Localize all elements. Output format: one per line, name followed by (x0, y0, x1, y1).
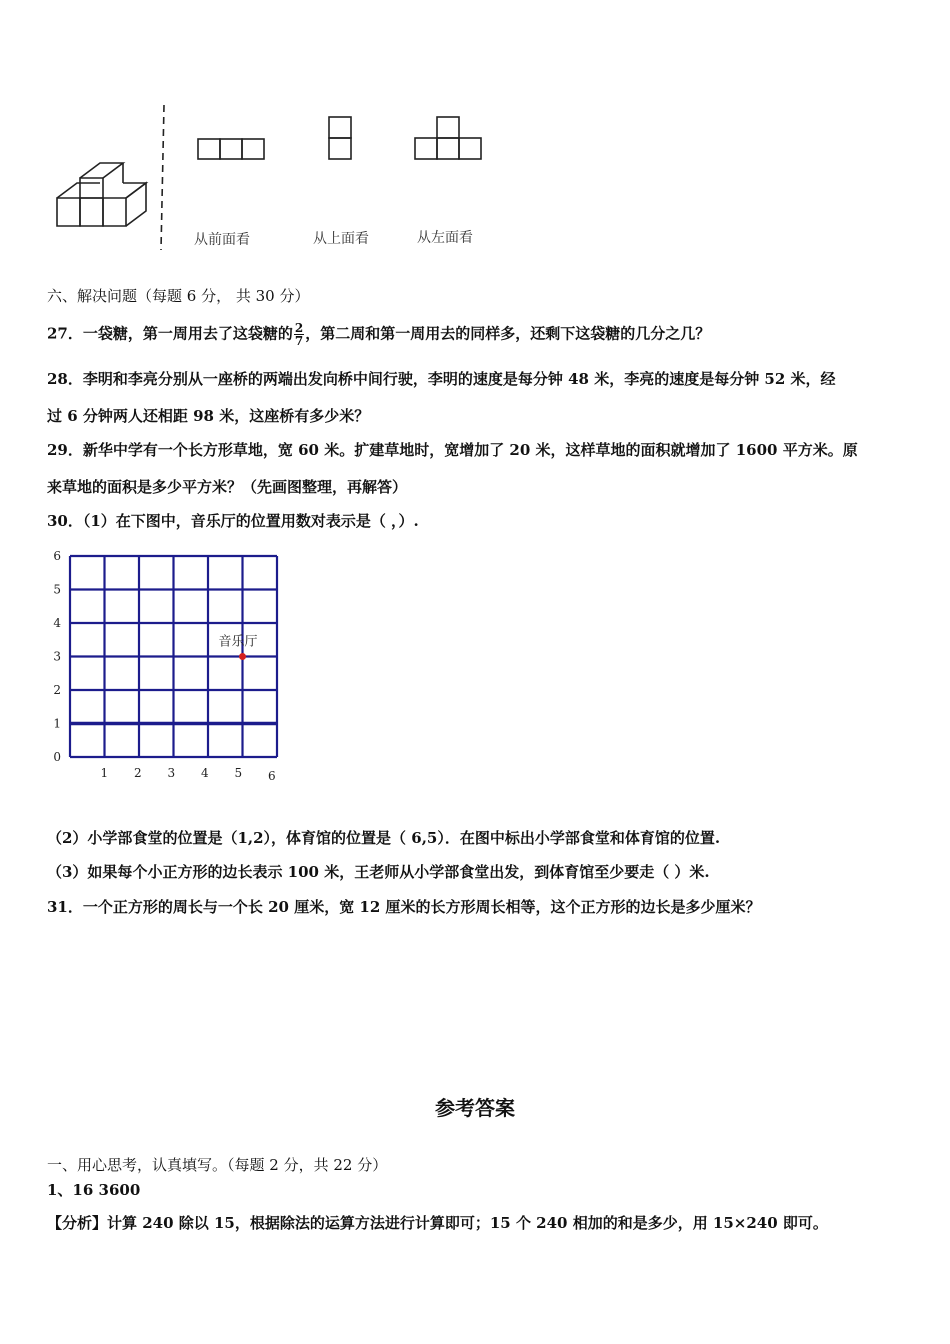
question-30-part3: （3）如果每个小正方形的边长表示 100 米，王老师从小学部食堂出发，到体育馆至少要走（ ）米. (47, 863, 710, 881)
question-28-line2: 过 6 分钟两人还相距 98 米，这座桥有多少米？ (47, 407, 370, 425)
q27-fraction (294, 322, 304, 347)
x-tick-label: 2 (134, 766, 142, 780)
question-29-line2: 来草地的面积是多少平方米？（先画图整理，再解答） (47, 478, 408, 496)
question-29-line1: 29．新华中学有一个长方形草地，宽 60 米。扩建草地时，宽增加了 20 米，这样草地的面积就增加了 1600 平方米。原 (47, 441, 858, 459)
q27-text-after: ，第二周和第一周用去的同样多，还剩下这袋糖的几分之几？ (305, 324, 711, 343)
answer-1: 1、16 3600 (47, 1181, 141, 1199)
question-30-part2: （2）小学部食堂的位置是（1,2），体育馆的位置是（ 6,5）．在图中标出小学部食堂和体育馆的位置. (47, 829, 721, 847)
question-31: 31．一个正方形的周长与一个长 20 厘米，宽 12 厘米的长方形周长相等，这个正方形的边长是多少厘米？ (47, 898, 761, 916)
divider-dashed (161, 105, 164, 250)
music-hall-label: 音乐厅 (218, 634, 258, 650)
left-view-label: 从左面看 (417, 230, 473, 246)
solid-blocks (57, 163, 146, 226)
x-tick-label: 5 (234, 766, 243, 780)
section6-heading: 六、解决问题（每题 6 分， 共 30 分） (47, 287, 310, 305)
y-tick-label: 3 (53, 649, 61, 664)
coordinate-grid-svg (40, 545, 300, 790)
y-tick-label: 2 (53, 683, 61, 697)
question-28-line1: 28．李明和李亮分别从一座桥的两端出发向桥中间行驶，李明的速度是每分钟 48 米，李亮的速度是每分钟 52 米，经 (47, 370, 836, 388)
y-tick-label: 4 (53, 616, 61, 630)
q27-text-before: 27．一袋糖，第一周用去了这袋糖的 (47, 324, 293, 343)
y-tick-label: 0 (53, 750, 61, 764)
q27-fraction-denominator: 7 (294, 334, 304, 348)
answer-1-analysis: 【分析】计算 240 除以 15，根据除法的运算方法进行计算即可；15 个 240 相加的和是多少，用 15×240 即可。 (47, 1214, 828, 1232)
answers-section1-heading: 一、用心思考，认真填写。（每题 2 分，共 22 分） (47, 1156, 388, 1174)
left-view (415, 117, 481, 159)
question-30-part1: 30．（1）在下图中，音乐厅的位置用数对表示是（ ，）. (47, 512, 419, 530)
q27-fraction-numerator: 2 (294, 321, 304, 335)
y-tick-label: 1 (53, 716, 61, 731)
x-tick-label: 6 (268, 769, 276, 783)
top-view (329, 117, 351, 159)
music-hall-point (239, 653, 246, 660)
x-tick-label: 4 (201, 766, 209, 780)
front-view-label: 从前面看 (194, 232, 250, 248)
x-tick-label: 3 (167, 766, 176, 780)
top-view-label: 从上面看 (313, 231, 369, 247)
answers-title: 参考答案 (435, 1096, 515, 1120)
question-27 (47, 322, 710, 347)
front-view (198, 139, 264, 159)
y-tick-label: 5 (53, 582, 61, 597)
coordinate-grid (40, 545, 300, 790)
x-tick-label: 1 (100, 766, 109, 780)
y-tick-label: 6 (53, 549, 61, 563)
